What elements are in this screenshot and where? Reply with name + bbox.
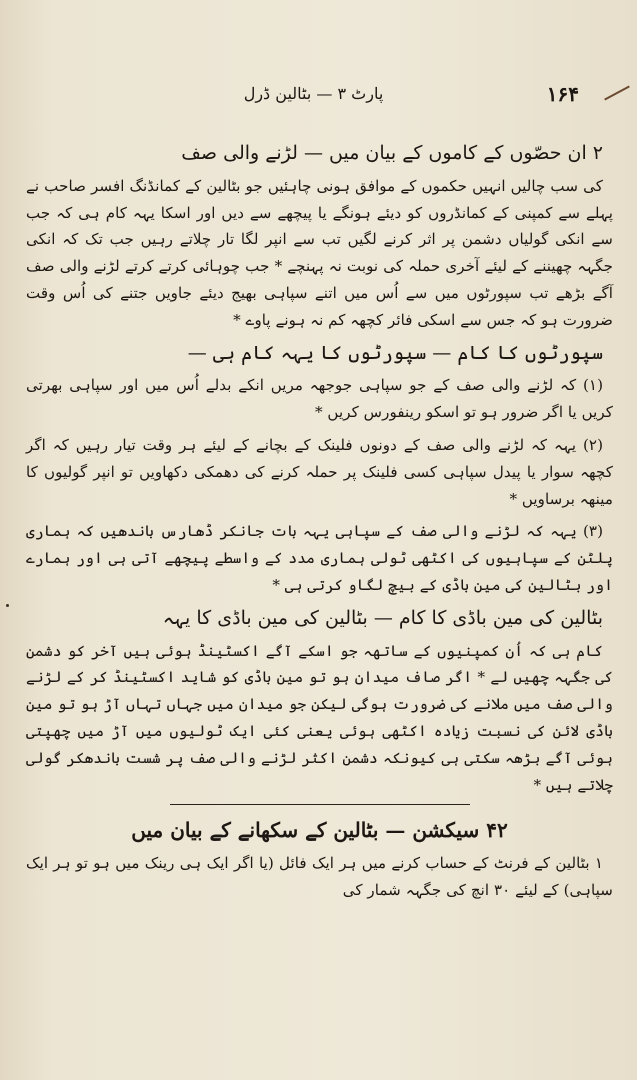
- section-heading: ۴۲ سیکشن — بٹالین کے سکھانے کے بیان میں: [131, 818, 508, 843]
- paragraph-lead-firing-line: ۲ ان حصّوں کے کاموں کے بیان میں — لڑنے والی صف: [181, 142, 603, 164]
- list-item-supports-3: (۳) یہہ کہ لڑنے والی صف کے سپاہی یہہ بات جانکر ڈھارس باندھیں کہ ہماری پلٹن کے سپاہیوں کی اکٹھی ٹولی ہماری مدد کے واسطے پیچھے آتی ہی اور ہمارے اور بٹالین کی مین باڈی کے بیچ لگاو کرتی ہی *: [26, 522, 613, 594]
- running-header: [30, 78, 597, 112]
- paragraph-firing-line: کی سب چالیں انہیں حکموں کے موافق ہونی چاہئیں جو بٹالین کے کمانڈنگ افسر صاحب نے پہلے سے کمپنی کے کمانڈروں کو دیئے ہونگے یا پیچھے سے دیں اور اسکا یہہ کام ہی کہ جب سے انکی گولیاں دشمن پر اثر کرنے لگیں تب سے انپر لگا تار چلاتے رہیں جب تک کہ انکی جگہہ چھیننے کے لیئے آخری حملہ کی نوبت نہ پہنچے * جب چوہائی کرتے کرتے لڑنے والی صف آگے بڑھے تب سپورٹوں میں سے اُس میں اتنے سپاہی بھیج دیئے جاویں جتنے کی اُس وقت ضرورت ہو کہ جس سے اسکی فائر کچھہ کم نہ ہونے پاوے *: [26, 176, 613, 329]
- pencil-mark: [604, 86, 630, 101]
- list-item-supports-2: (۲) یہہ کہ لڑنے والی صف کے دونوں فلینک کے بچانے کے لیئے ہر وقت تیار رہیں کہ اگر کچھہ سوار یا پیدل سپاہی کسی فلینک پر حملہ کرنے کی دھمکی دکھاویں تو انپر گولیوں کا مینھہ برساویں *: [26, 435, 613, 508]
- paragraph-section-42-1: ۱ بٹالین کے فرنٹ کے حساب کرنے میں ہر ایک فائل (یا اگر ایک ہی رینک میں ہو تو ہر ایک سپاہی) کے لیئے ۳۰ انچ کی جگہہ شمار کی: [26, 854, 613, 899]
- running-title: پارٹ ۳ — بٹالین ڈرل: [243, 84, 384, 103]
- paragraph-main-body: کام ہی کہ اُن کمپنیوں کے ساتھہ جو اسکے آگے اکسٹینڈ ہوئی ہیں آخر کو دشمن کی جگہہ چھیں لے * اگر صاف میدان ہو تو مین باڈی کو شاید اکسٹینڈ کر کے لڑنے والی صف میں ملانے کی ضرورت ہوگی لیکن جو میدان میں جہاں تہاں آڑ ہو تو مین باڈی لائن کی نسبت زیادہ اکٹھی ہوئی یعنی کئی ایک ٹولیوں میں آڑ میں چھپتی ہوئی آگے بڑھہ سکتی ہی کیونکہ دشمن اکثر لڑنے والی صف پر شست باندھکر گولی چلاتے ہیں *: [26, 641, 613, 794]
- paragraph-lead-supports: سپورٹوں کا کام — سپورٹوں کا یہہ کام ہی —: [187, 341, 603, 364]
- paragraph-lead-main-body: بٹالین کی مین باڈی کا کام — بٹالین کی مین باڈی کا یہہ: [162, 606, 603, 629]
- page-number: ۱۶۴: [546, 82, 579, 106]
- paper-speck: [6, 604, 9, 607]
- section-divider: [170, 804, 470, 805]
- list-item-supports-1: (۱) کہ لڑنے والی صف کے جو سپاہی جوجھہ مریں انکے بدلے اُس میں اور سپاہی بھرتی کریں یا اگر ضرور ہو تو اسکو رینفورس کریں *: [26, 376, 613, 422]
- page-body: [26, 140, 613, 910]
